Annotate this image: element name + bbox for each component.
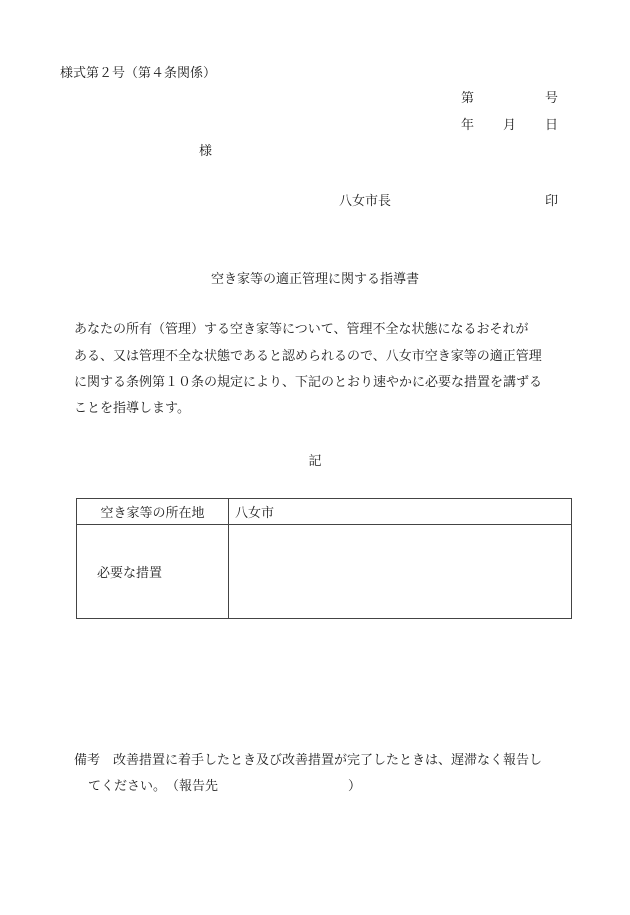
date-month-label: 月 bbox=[503, 118, 517, 133]
body-text-line: ことを指導します。 bbox=[74, 401, 190, 416]
body-text-line: に関する条例第１０条の規定により、下記のとおり速やかに必要な措置を講ずる bbox=[74, 375, 543, 390]
document-title: 空き家等の適正管理に関する指導書 bbox=[210, 272, 419, 287]
location-value-cell: 八女市 bbox=[229, 499, 572, 525]
document-number-prefix: 第 bbox=[461, 91, 475, 106]
body-text-line: ある、又は管理不全な状態であると認められるので、八女市空き家等の適正管理 bbox=[74, 349, 542, 364]
measures-label-cell: 必要な措置 bbox=[77, 525, 229, 619]
document-number-suffix: 号 bbox=[545, 91, 559, 106]
date-year-label: 年 bbox=[461, 118, 475, 133]
remarks-line: てください。 （報告先 ） bbox=[88, 779, 362, 794]
remarks-line: 備考 改善措置に着手したとき及び改善措置が完了したときは、遅滞なく報告し bbox=[74, 753, 543, 768]
table-row bbox=[77, 499, 572, 525]
table-row bbox=[77, 525, 572, 619]
location-label-cell: 空き家等の所在地 bbox=[77, 499, 229, 525]
addressee-honorific: 様 bbox=[199, 144, 213, 159]
body-text-line: あなたの所有（管理）する空き家等について、管理不全な状態になるおそれが bbox=[74, 322, 529, 337]
sender-mayor: 八女市長 bbox=[339, 194, 392, 209]
date-day-label: 日 bbox=[545, 118, 559, 133]
ki-heading: 記 bbox=[308, 454, 322, 469]
seal-mark: 印 bbox=[545, 194, 559, 209]
form-number-label: 様式第２号（第４条関係） bbox=[60, 66, 217, 81]
info-table bbox=[76, 498, 572, 619]
measures-value-cell bbox=[229, 525, 572, 619]
